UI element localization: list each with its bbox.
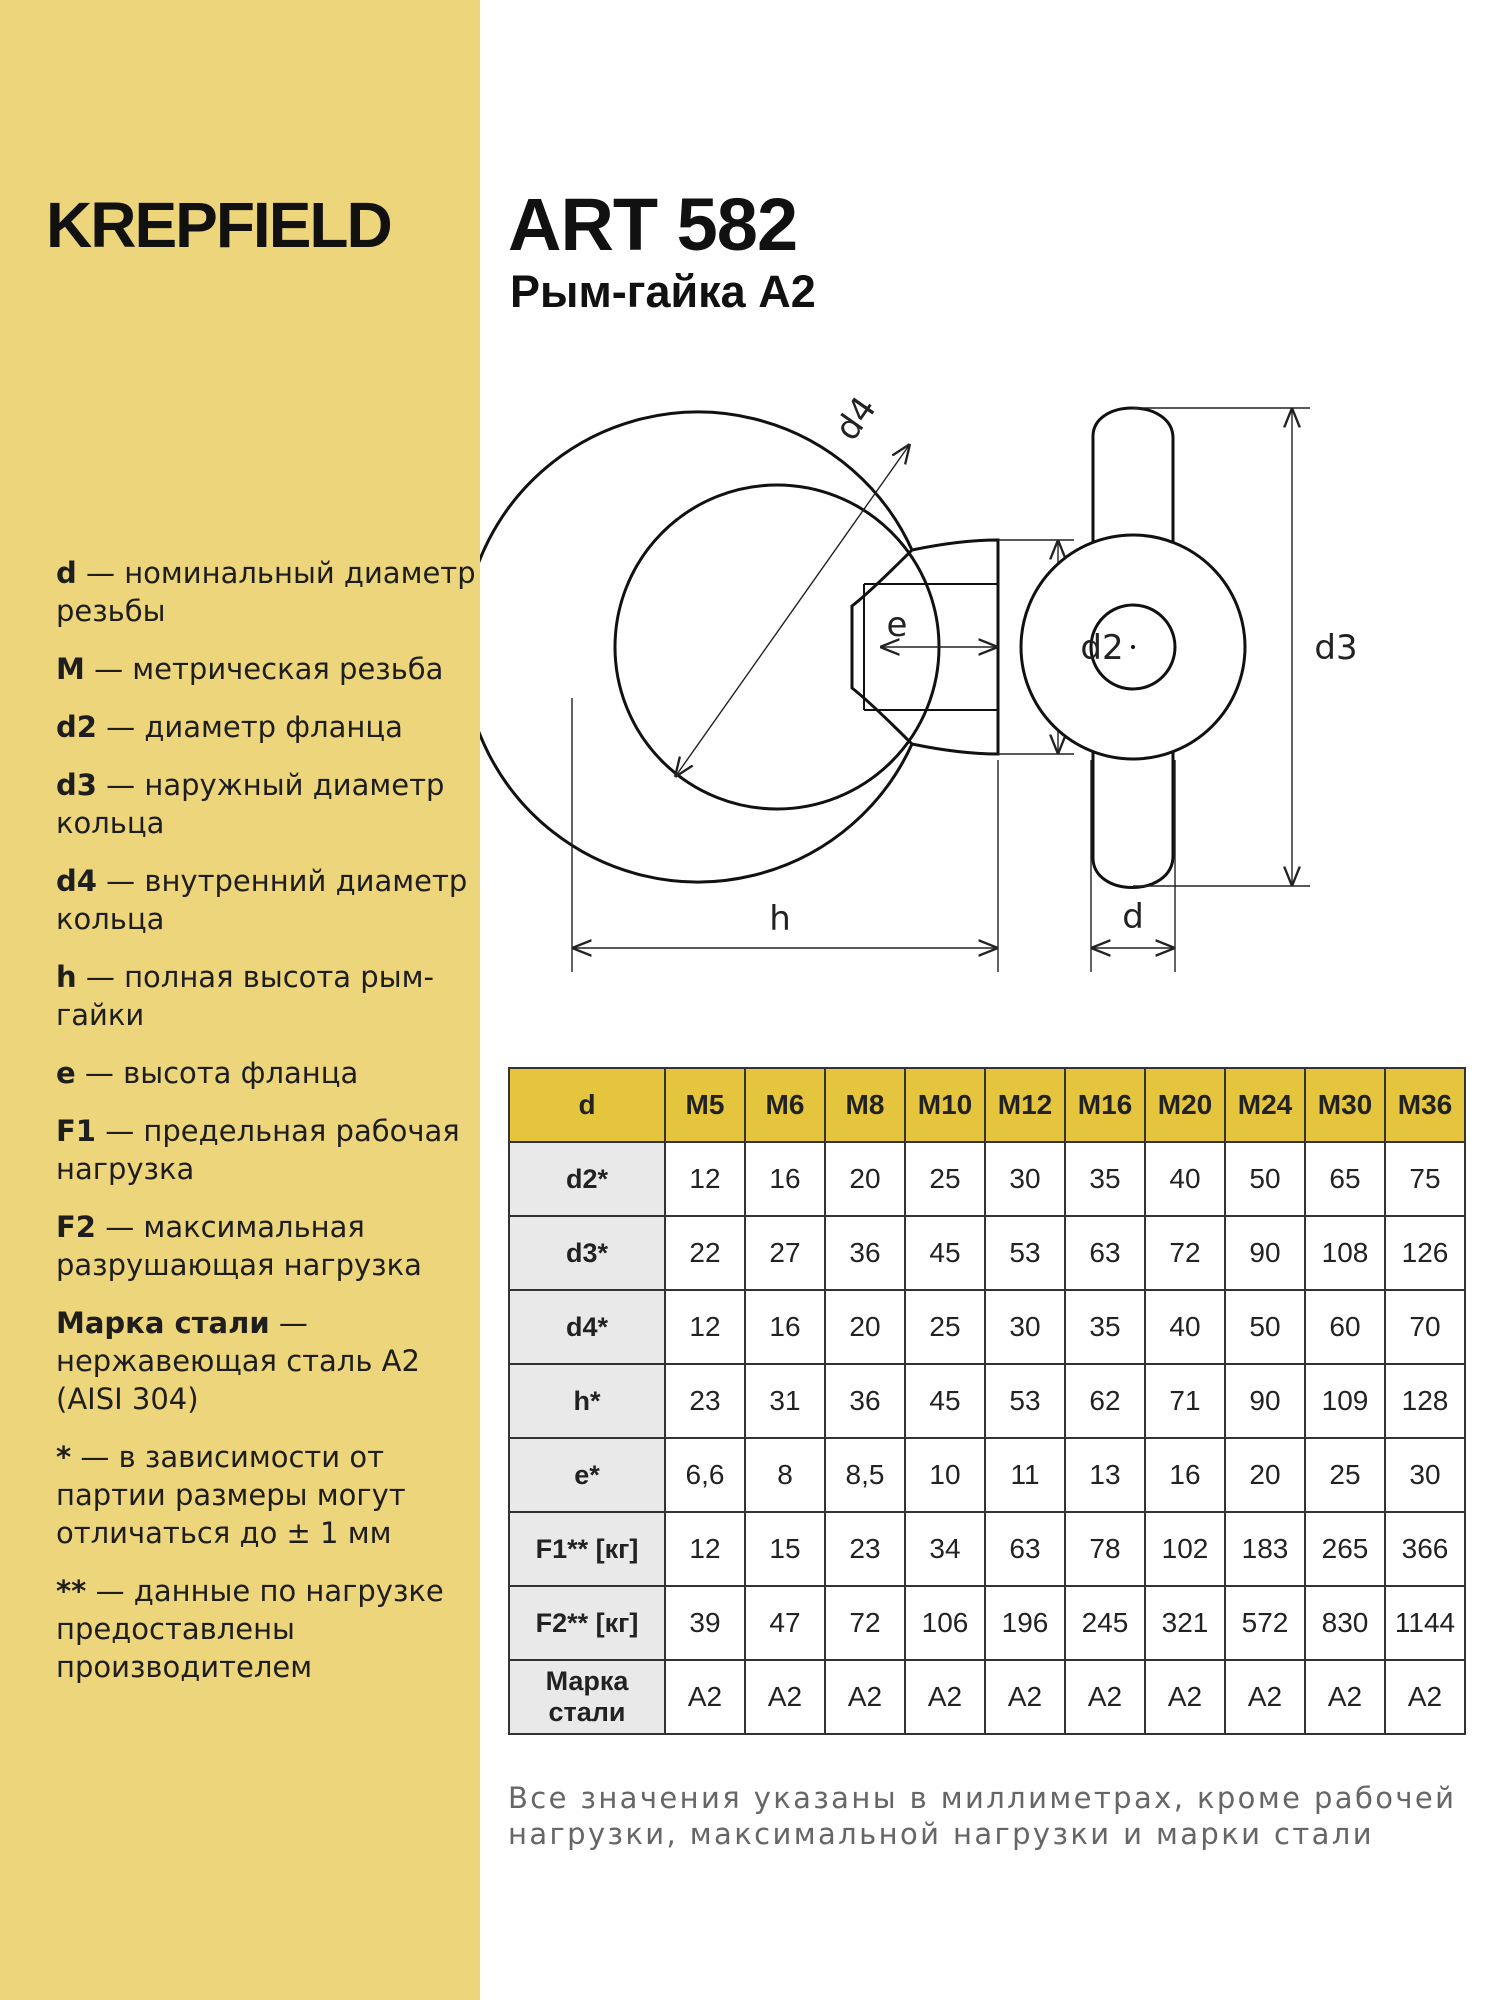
article-title: ART 582 [508,183,798,266]
table-row [509,1290,1465,1364]
table-cell: 109 [1305,1364,1385,1438]
table-cell: 45 [905,1364,985,1438]
table-cell: 106 [905,1586,985,1660]
table-cell: 13 [1065,1438,1145,1512]
table-cell: 36 [825,1364,905,1438]
table-cell: 35 [1065,1290,1145,1364]
table-cell: A2 [1145,1660,1225,1734]
table-cell: 265 [1305,1512,1385,1586]
table-cell: 40 [1145,1142,1225,1216]
row-label: F2** [кг] [509,1586,665,1660]
table-cell: A2 [1385,1660,1465,1734]
table-cell: 102 [1145,1512,1225,1586]
table-cell: 196 [985,1586,1065,1660]
row-label: d2* [509,1142,665,1216]
table-cell: 16 [745,1142,825,1216]
size-cell: M5 [665,1068,745,1142]
table-cell: 63 [985,1512,1065,1586]
table-cell: A2 [1065,1660,1145,1734]
table-cell: 8 [745,1438,825,1512]
table-cell: 30 [985,1142,1065,1216]
spec-table [508,1067,1466,1735]
ring-outline [480,412,912,882]
table-cell: 8,5 [825,1438,905,1512]
table-cell: 22 [665,1216,745,1290]
table-cell: 53 [985,1364,1065,1438]
table-cell: 60 [1305,1290,1385,1364]
table-cell: 183 [1225,1512,1305,1586]
size-cell: M30 [1305,1068,1385,1142]
legend-item: M — метрическая резьба [56,652,444,686]
legend-item: Марка стали — нержавеющая сталь А2 (AISI 304) [56,1306,420,1416]
table-cell: 15 [745,1512,825,1586]
size-cell: M36 [1385,1068,1465,1142]
table-row [509,1512,1465,1586]
table-cell: A2 [1305,1660,1385,1734]
legend-item: d4 — внутренний диаметр кольца [56,864,468,936]
table-cell: 12 [665,1142,745,1216]
table-cell: 6,6 [665,1438,745,1512]
table-cell: 20 [825,1142,905,1216]
row-label: d3* [509,1216,665,1290]
label-d4: d4 [827,389,885,448]
table-cell: 62 [1065,1364,1145,1438]
table-row [509,1438,1465,1512]
table-row [509,1364,1465,1438]
table-cell: 53 [985,1216,1065,1290]
legend-item: h — полная высота рым-гайки [56,960,434,1032]
row-label: d4* [509,1290,665,1364]
label-d2: d2 [1080,628,1124,668]
table-cell: 47 [745,1586,825,1660]
table-header-row [509,1068,1465,1142]
table-cell: 25 [1305,1438,1385,1512]
table-cell: 366 [1385,1512,1465,1586]
legend-item: d3 — наружный диаметр кольца [56,768,445,840]
table-cell: 108 [1305,1216,1385,1290]
table-cell: 30 [985,1290,1065,1364]
table-cell: 75 [1385,1142,1465,1216]
table-cell: 90 [1225,1216,1305,1290]
label-d: d [1122,897,1144,937]
label-h: h [769,899,791,939]
size-cell: M10 [905,1068,985,1142]
table-cell: 1144 [1385,1586,1465,1660]
table-cell: A2 [1225,1660,1305,1734]
label-d3: d3 [1314,628,1358,668]
product-name: Рым-гайка А2 [510,266,816,317]
dim-d4 [675,444,910,777]
table-cell: 65 [1305,1142,1385,1216]
row-label: Марка стали [509,1660,665,1734]
table-cell: A2 [745,1660,825,1734]
table-cell: 45 [905,1216,985,1290]
table-cell: 126 [1385,1216,1465,1290]
footnote: Все значения указаны в миллиметрах, кроме рабочей нагрузки, максимальной нагрузки и марки стали [508,1781,1457,1851]
table-cell: A2 [825,1660,905,1734]
table-cell: 34 [905,1512,985,1586]
technical-drawing [480,380,1500,1000]
legend-item: * — в зависимости от партии размеры могут отличаться до ± 1 мм [56,1440,406,1550]
table-cell: A2 [905,1660,985,1734]
table-cell: 16 [1145,1438,1225,1512]
table-cell: 245 [1065,1586,1145,1660]
table-cell: 31 [745,1364,825,1438]
table-cell: 90 [1225,1364,1305,1438]
table-cell: 70 [1385,1290,1465,1364]
table-cell: A2 [985,1660,1065,1734]
table-cell: 27 [745,1216,825,1290]
table-cell: 39 [665,1586,745,1660]
table-cell: 25 [905,1290,985,1364]
table-cell: 63 [1065,1216,1145,1290]
table-cell: 72 [825,1586,905,1660]
size-cell: M16 [1065,1068,1145,1142]
table-cell: 25 [905,1142,985,1216]
size-cell: M6 [745,1068,825,1142]
size-cell: M20 [1145,1068,1225,1142]
table-cell: 16 [745,1290,825,1364]
size-cell: M24 [1225,1068,1305,1142]
table-row [509,1216,1465,1290]
table-cell: 20 [825,1290,905,1364]
table-cell: 30 [1385,1438,1465,1512]
legend-item: ** — данные по нагрузке предоставлены производителем [56,1574,444,1684]
table-row [509,1586,1465,1660]
legend [56,554,476,1706]
table-cell: A2 [665,1660,745,1734]
table-cell: 12 [665,1512,745,1586]
table-cell: 830 [1305,1586,1385,1660]
main-content [480,0,1500,2000]
table-row [509,1142,1465,1216]
table-cell: 572 [1225,1586,1305,1660]
side-view [1021,408,1245,888]
table-cell: 321 [1145,1586,1225,1660]
table-cell: 128 [1385,1364,1465,1438]
size-cell: M8 [825,1068,905,1142]
table-cell: 35 [1065,1142,1145,1216]
table-cell: 40 [1145,1290,1225,1364]
table-cell: 11 [985,1438,1065,1512]
table-cell: 78 [1065,1512,1145,1586]
table-cell: 36 [825,1216,905,1290]
row-label: F1** [кг] [509,1512,665,1586]
sidebar [0,0,480,2000]
legend-item: d2 — диаметр фланца [56,710,403,744]
legend-item: e — высота фланца [56,1056,359,1090]
table-cell: 12 [665,1290,745,1364]
legend-item: d — номинальный диаметр резьбы [56,556,476,628]
table-cell: 23 [665,1364,745,1438]
size-cell: M12 [985,1068,1065,1142]
table-cell: 20 [1225,1438,1305,1512]
table-cell: 71 [1145,1364,1225,1438]
row-label: h* [509,1364,665,1438]
table-cell: 50 [1225,1290,1305,1364]
table-cell: 10 [905,1438,985,1512]
table-row [509,1660,1465,1734]
row-label: e* [509,1438,665,1512]
legend-item: F1 — предельная рабочая нагрузка [56,1114,460,1186]
table-cell: 72 [1145,1216,1225,1290]
table-header-label: d [509,1068,665,1142]
table-cell: 23 [825,1512,905,1586]
brand-logo: KREPFIELD [46,189,391,261]
table-cell: 50 [1225,1142,1305,1216]
legend-item: F2 — максимальная разрушающая нагрузка [56,1210,422,1282]
label-e: e [886,605,908,645]
